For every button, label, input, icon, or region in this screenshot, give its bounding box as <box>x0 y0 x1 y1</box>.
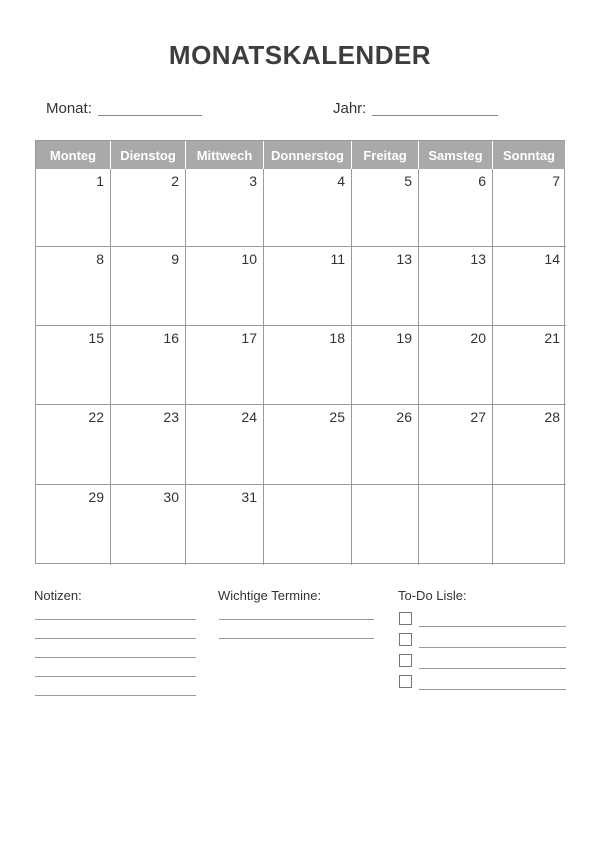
day-number: 30 <box>163 489 179 505</box>
day-cell[interactable] <box>111 247 186 326</box>
day-cell[interactable] <box>419 169 493 247</box>
todo-line[interactable] <box>419 668 566 669</box>
day-cell[interactable] <box>493 405 566 485</box>
weekday-header: Samsteg <box>419 141 493 169</box>
day-number: 5 <box>404 173 412 189</box>
day-cell[interactable] <box>36 405 111 485</box>
day-number: 11 <box>330 251 345 267</box>
day-number: 26 <box>396 409 412 425</box>
day-number: 14 <box>544 251 560 267</box>
todo-line[interactable] <box>419 626 566 627</box>
day-number: 13 <box>470 251 486 267</box>
day-cell[interactable] <box>264 405 352 485</box>
day-cell[interactable] <box>493 169 566 247</box>
day-number: 19 <box>396 330 412 346</box>
appointments-label: Wichtige Termine: <box>218 588 322 603</box>
day-number: 22 <box>88 409 104 425</box>
todo-label: To-Do Lisle: <box>398 588 467 603</box>
weekday-header: Monteg <box>36 141 111 169</box>
day-number: 17 <box>241 330 257 346</box>
appointments-line[interactable] <box>219 619 374 620</box>
day-cell[interactable] <box>111 485 186 565</box>
day-cell[interactable] <box>111 169 186 247</box>
day-number: 3 <box>249 173 257 189</box>
day-cell[interactable] <box>36 169 111 247</box>
day-cell[interactable] <box>419 247 493 326</box>
day-number: 29 <box>88 489 104 505</box>
todo-line[interactable] <box>419 689 566 690</box>
todo-line[interactable] <box>419 647 566 648</box>
todo-checkbox[interactable] <box>399 612 412 625</box>
day-number: 27 <box>470 409 486 425</box>
day-cell[interactable] <box>352 485 419 565</box>
day-cell[interactable] <box>36 485 111 565</box>
page-title: MONATSKALENDER <box>168 40 432 70</box>
weekday-header: Sonntag <box>493 141 566 169</box>
day-number: 7 <box>552 173 560 189</box>
day-number: 15 <box>88 330 104 346</box>
day-number: 31 <box>241 489 257 505</box>
day-cell[interactable] <box>111 405 186 485</box>
day-cell[interactable] <box>36 247 111 326</box>
day-number: 2 <box>171 173 179 189</box>
month-line[interactable] <box>98 115 202 116</box>
weekday-header: Donnerstog <box>264 141 352 169</box>
day-cell[interactable] <box>419 405 493 485</box>
weekday-header: Dienstog <box>111 141 186 169</box>
day-cell[interactable] <box>264 326 352 405</box>
day-number: 25 <box>329 409 345 425</box>
day-cell[interactable] <box>352 405 419 485</box>
day-number: 16 <box>163 330 179 346</box>
day-number: 6 <box>478 173 486 189</box>
day-cell[interactable] <box>352 247 419 326</box>
todo-checkbox[interactable] <box>399 633 412 646</box>
day-number: 24 <box>241 409 257 425</box>
calendar-grid <box>35 140 565 564</box>
day-cell[interactable] <box>419 326 493 405</box>
notes-line[interactable] <box>35 657 196 658</box>
day-cell[interactable] <box>264 247 352 326</box>
day-number: 21 <box>544 330 560 346</box>
year-line[interactable] <box>372 115 498 116</box>
notes-line[interactable] <box>35 695 196 696</box>
day-cell[interactable] <box>493 247 566 326</box>
day-number: 1 <box>96 173 104 189</box>
day-cell[interactable] <box>186 485 264 565</box>
day-cell[interactable] <box>264 485 352 565</box>
day-cell[interactable] <box>264 169 352 247</box>
weekday-header: Mittwech <box>186 141 264 169</box>
day-number: 10 <box>241 251 257 267</box>
day-cell[interactable] <box>352 326 419 405</box>
appointments-line[interactable] <box>219 638 374 639</box>
day-number: 4 <box>337 173 345 189</box>
day-cell[interactable] <box>493 326 566 405</box>
day-cell[interactable] <box>352 169 419 247</box>
notes-line[interactable] <box>35 619 196 620</box>
day-number: 9 <box>171 251 179 267</box>
year-label: Jahr: <box>333 100 367 117</box>
month-label: Monat: <box>46 100 92 117</box>
day-number: 20 <box>470 330 486 346</box>
day-cell[interactable] <box>186 405 264 485</box>
day-cell[interactable] <box>186 326 264 405</box>
notes-line[interactable] <box>35 676 196 677</box>
notes-label: Notizen: <box>34 588 82 603</box>
day-cell[interactable] <box>186 247 264 326</box>
notes-line[interactable] <box>35 638 196 639</box>
day-cell[interactable] <box>419 485 493 565</box>
day-number: 23 <box>163 409 179 425</box>
day-number: 8 <box>96 251 104 267</box>
day-cell[interactable] <box>493 485 566 565</box>
day-number: 18 <box>329 330 345 346</box>
day-number: 28 <box>544 409 560 425</box>
day-number: 13 <box>396 251 412 267</box>
todo-checkbox[interactable] <box>399 675 412 688</box>
weekday-header: Freitag <box>352 141 419 169</box>
day-cell[interactable] <box>36 326 111 405</box>
todo-checkbox[interactable] <box>399 654 412 667</box>
day-cell[interactable] <box>111 326 186 405</box>
day-cell[interactable] <box>186 169 264 247</box>
